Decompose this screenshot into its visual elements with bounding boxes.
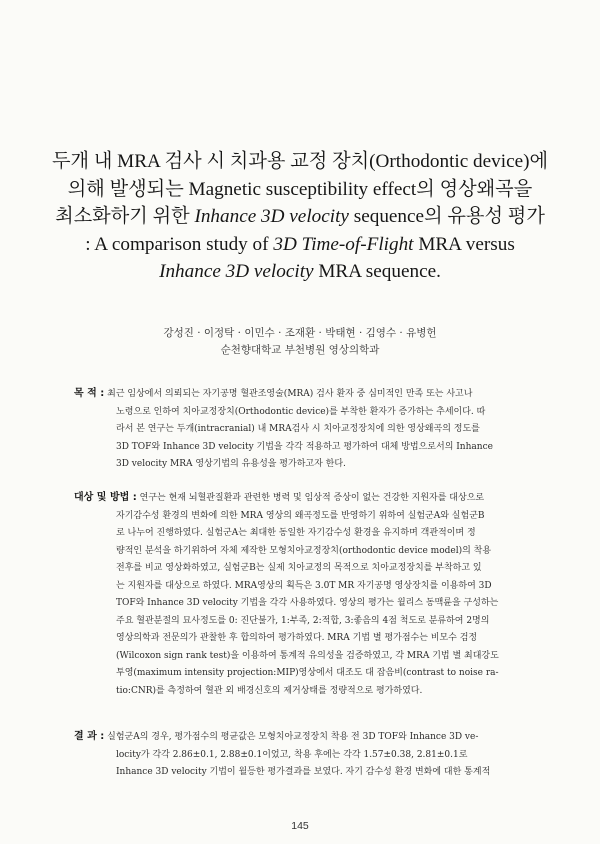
methods-line: 로 나누어 진행하였다. 실험군A는 최대한 동일한 자기감수성 환경을 유지하며 객관적이며 정	[116, 528, 476, 538]
title-line-5: Inhance 3D velocity MRA sequence.	[159, 261, 441, 282]
methods-line: 주요 혈관분절의 묘사정도를 0: 진단불가, 1:부족, 2:적합, 3:좋음의 4점 척도로 분류하여 2명의	[116, 615, 490, 626]
title-line-2: 의해 발생되는 Magnetic susceptibility effect의 영상왜곡을	[67, 178, 533, 200]
methods-line: 대상 및 방법 : 연구는 현재 뇌혈관질환과 관련한 병력 및 임상적 증상이 없는 건강한 지원자를 대상으로	[74, 492, 485, 503]
author-names: 강성진 · 이정탁 · 이민수 · 조재환 · 박태현 · 김영수 · 유병헌	[163, 327, 437, 339]
results-label: 결 과 :	[74, 731, 105, 742]
methods-line: 영상의학과 전문의가 관찰한 후 합의하여 평가하였다. MRA 기법 별 평가점수는 비모수 검정	[116, 633, 478, 643]
results-line: locity가 각각 2.86±0.1, 2.88±0.1이었고, 착용 후에는 각각 1.57±0.38, 2.81±0.1로	[116, 749, 468, 760]
methods-line: TOF와 Inhance 3D velocity 기법을 각각 사용하였다. 영상의 평가는 윌리스 동맥륜을 구성하는	[116, 598, 499, 608]
title-line-1: 두개 내 MRA 검사 시 치과용 교정 장치(Orthodontic device)에	[51, 151, 549, 172]
purpose-line: 3D TOF와 Inhance 3D velocity 기법을 각각 적용하고 평가하여 대체 방법으로서의 Inhance	[116, 441, 493, 452]
methods-line: 전후를 비교 영상화하였고, 실험군B는 실제 치아교정의 목적으로 치아교정장치를 부착하고 있	[116, 563, 482, 573]
methods-label: 대상 및 방법 :	[74, 492, 137, 503]
purpose-line: 목 적 : 최근 임상에서 의뢰되는 자기공명 혈관조영술(MRA) 검사 환자 중 심미적인 만족 또는 사고나	[74, 388, 473, 399]
methods-line: 자기감수성 환경의 변화에 의한 MRA 영상의 왜곡정도를 반영하기 위하여 실험군A와 실험군B	[116, 510, 485, 521]
methods-line: 량적인 분석을 하기위하여 자체 제작한 모형치아교정장치(orthodontic device model)의 착용	[116, 545, 492, 556]
purpose-section	[74, 385, 528, 474]
results-section	[74, 728, 528, 782]
purpose-line: 라서 본 연구는 두개(intracranial) 내 MRA검사 시 치아교정장치에 의한 영상왜곡의 정도를	[116, 424, 480, 434]
purpose-line: 3D velocity MRA 영상기법의 유용성을 평가하고자 한다.	[116, 459, 346, 469]
methods-line: 투영(maximum intensity projection:MIP)영상에서 대조도 대 잡음비(contrast to noise ra-	[116, 668, 499, 678]
purpose-line: 노령으로 인하여 치아교정장치(Orthodontic device)를 부착한 환자가 증가하는 추세이다. 따	[116, 406, 486, 417]
methods-line: tio:CNR)를 측정하여 혈관 외 배경신호의 제거상태를 정량적으로 평가하였다.	[116, 685, 423, 696]
title-line-3: 최소화하기 위한 Inhance 3D velocity sequence의 유용성 평가	[55, 206, 545, 227]
author-block	[0, 325, 600, 359]
paper-title	[0, 148, 600, 286]
purpose-label: 목 적 :	[74, 388, 105, 399]
methods-line: 는 지원자를 대상으로 하였다. MRA영상의 획득은 3.0T MR 자기공명 영상장치를 이용하여 3D	[116, 580, 492, 591]
results-line: 결 과 : 실험군A의 경우, 평가점수의 평균값은 모형치아교정장치 착용 전 3D TOF와 Inhance 3D ve-	[74, 731, 479, 742]
methods-line: (Wilcoxon sign rank test)을 이용하여 통계적 유의성을 검증하였고, 각 MRA 기법 별 최대강도	[116, 650, 499, 661]
page-number: 145	[291, 820, 309, 832]
results-line: Inhance 3D velocity 기법이 월등한 평가결과를 보였다. 자기 감수성 환경 변화에 대한 통계적	[116, 767, 491, 777]
title-line-4: : A comparison study of 3D Time-of-Flight MRA versus	[85, 233, 515, 255]
author-affiliation: 순천향대학교 부천병원 영상의학과	[220, 344, 380, 356]
methods-section	[74, 489, 528, 700]
